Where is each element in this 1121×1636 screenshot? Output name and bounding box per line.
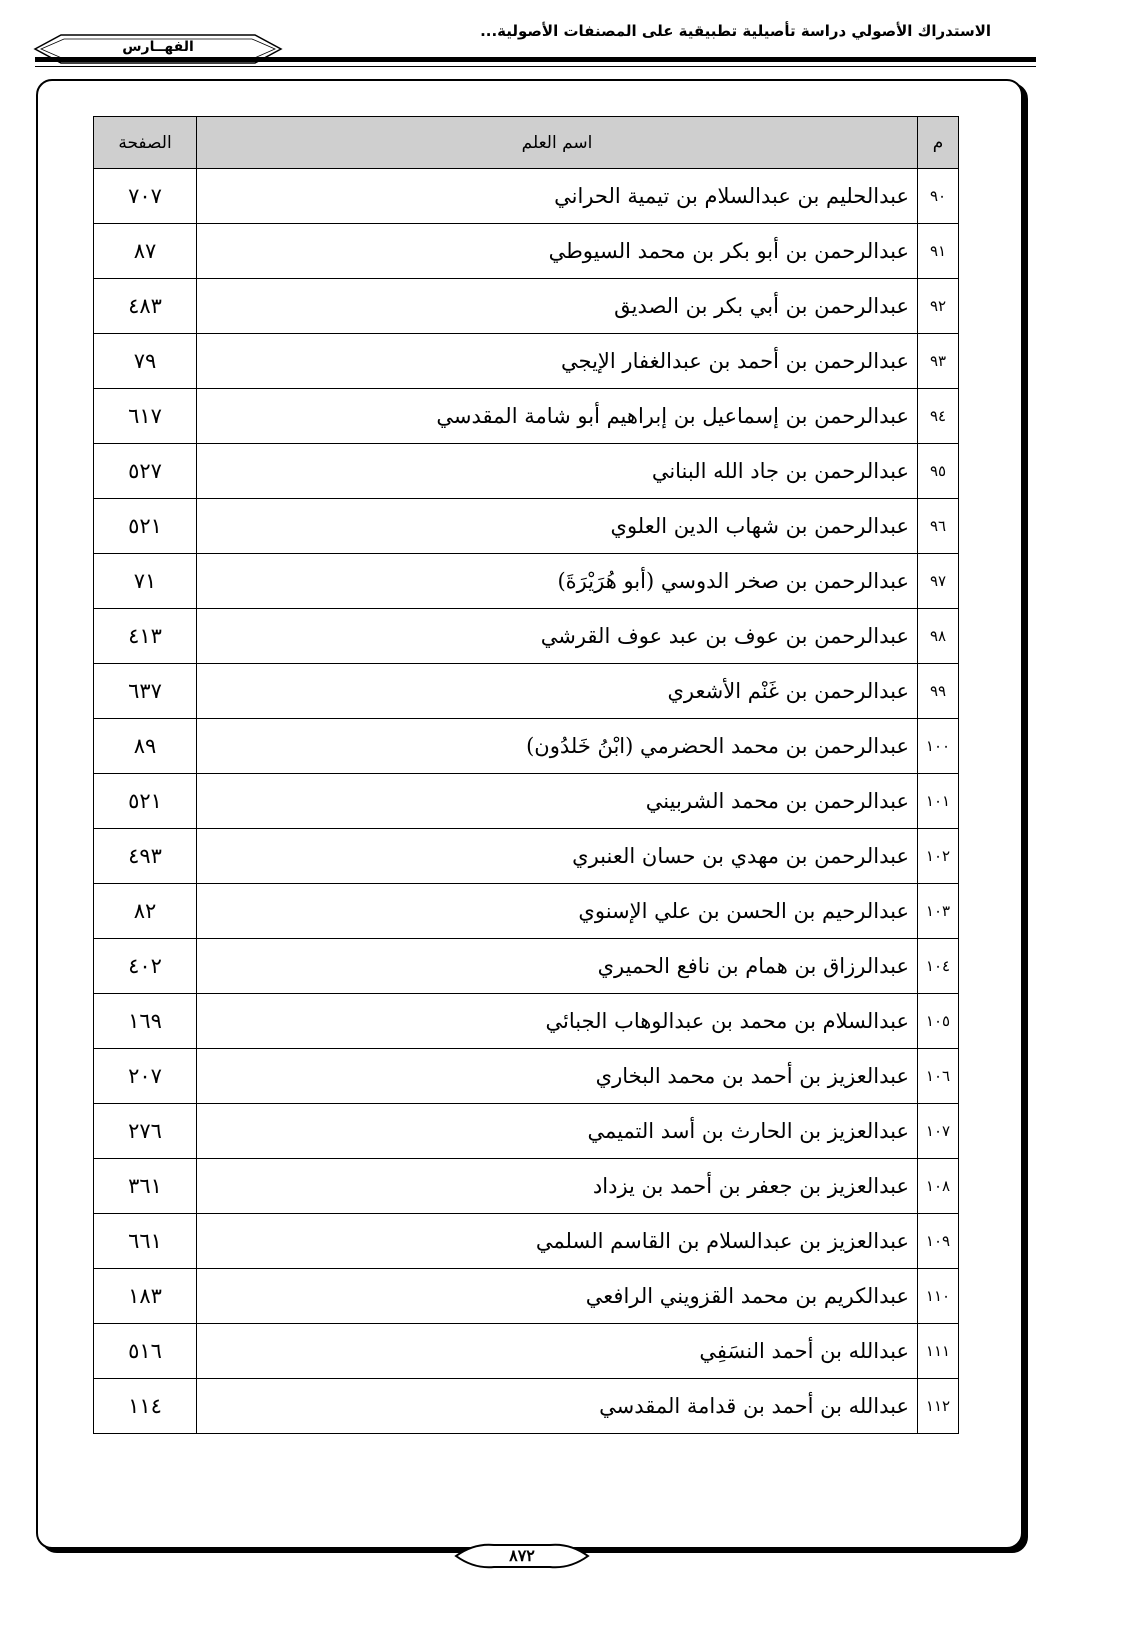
row-page: ٧٩: [94, 334, 197, 389]
row-number: ٩٤: [918, 389, 959, 444]
row-name: عبدالسلام بن محمد بن عبدالوهاب الجبائي: [197, 994, 918, 1049]
table-row: [94, 664, 959, 719]
running-header-title: الاستدراك الأصولي دراسة تأصيلية تطبيقية على المصنفات الأصولية...: [480, 22, 991, 40]
header-name: اسم العلم: [197, 117, 918, 169]
row-name: عبدالله بن أحمد بن قدامة المقدسي: [197, 1379, 918, 1434]
row-page: ٤١٣: [94, 609, 197, 664]
row-number: ١٠٢: [918, 829, 959, 884]
row-name: عبدالحليم بن عبدالسلام بن تيمية الحراني: [197, 169, 918, 224]
row-number: ٩٩: [918, 664, 959, 719]
table-row: [94, 444, 959, 499]
row-number: ١١٠: [918, 1269, 959, 1324]
row-name: عبدالرحمن بن جاد الله البناني: [197, 444, 918, 499]
row-name: عبدالكريم بن محمد القزويني الرافعي: [197, 1269, 918, 1324]
row-name: عبدالرزاق بن همام بن نافع الحميري: [197, 939, 918, 994]
row-page: ٦١٧: [94, 389, 197, 444]
row-name: عبدالرحمن بن شهاب الدين العلوي: [197, 499, 918, 554]
row-page: ٥٢٧: [94, 444, 197, 499]
row-page: ٤٠٢: [94, 939, 197, 994]
row-page: ١١٤: [94, 1379, 197, 1434]
table-row: [94, 169, 959, 224]
row-name: عبدالعزيز بن الحارث بن أسد التميمي: [197, 1104, 918, 1159]
row-name: عبدالرحمن بن إسماعيل بن إبراهيم أبو شامة المقدسي: [197, 389, 918, 444]
table-row: [94, 389, 959, 444]
row-page: ٧١: [94, 554, 197, 609]
row-number: ٩٨: [918, 609, 959, 664]
row-page: ٨٢: [94, 884, 197, 939]
table-row: [94, 609, 959, 664]
table-header-row: [94, 117, 959, 169]
table-row: [94, 774, 959, 829]
row-number: ١٠٦: [918, 1049, 959, 1104]
section-tab-label: الفهــارس: [122, 39, 194, 55]
row-number: ٩٢: [918, 279, 959, 334]
names-index-table: [93, 116, 959, 1434]
row-number: ١٠١: [918, 774, 959, 829]
row-number: ١٠٨: [918, 1159, 959, 1214]
row-name: عبدالرحمن بن مهدي بن حسان العنبري: [197, 829, 918, 884]
table-row: [94, 224, 959, 279]
row-number: ١٠٠: [918, 719, 959, 774]
row-number: ١٠٧: [918, 1104, 959, 1159]
row-page: ٢٠٧: [94, 1049, 197, 1104]
row-name: عبدالرحيم بن الحسن بن علي الإسنوي: [197, 884, 918, 939]
row-name: عبدالرحمن بن صخر الدوسي (أبو هُرَيْرَةَ): [197, 554, 918, 609]
header-rule-thin: [35, 66, 1036, 67]
row-number: ١١٢: [918, 1379, 959, 1434]
row-name: عبدالرحمن بن غَنْم الأشعري: [197, 664, 918, 719]
row-page: ٤٩٣: [94, 829, 197, 884]
row-page: ٢٧٦: [94, 1104, 197, 1159]
row-name: عبدالرحمن بن أبي بكر بن الصديق: [197, 279, 918, 334]
row-number: ٩١: [918, 224, 959, 279]
table-row: [94, 554, 959, 609]
header-rule: [35, 57, 1036, 62]
row-number: ٩٣: [918, 334, 959, 389]
row-page: ١٨٣: [94, 1269, 197, 1324]
table-row: [94, 1214, 959, 1269]
row-name: عبدالله بن أحمد النسَفِي: [197, 1324, 918, 1379]
row-page: ٤٨٣: [94, 279, 197, 334]
row-page: ٣٦١: [94, 1159, 197, 1214]
row-number: ١٠٣: [918, 884, 959, 939]
table-row: [94, 1049, 959, 1104]
row-page: ٥١٦: [94, 1324, 197, 1379]
row-name: عبدالعزيز بن جعفر بن أحمد بن يزداد: [197, 1159, 918, 1214]
row-number: ٩٧: [918, 554, 959, 609]
table-row: [94, 499, 959, 554]
table-row: [94, 884, 959, 939]
row-name: عبدالرحمن بن محمد الحضرمي (ابْنُ خَلدُون): [197, 719, 918, 774]
row-page: ٧٠٧: [94, 169, 197, 224]
row-number: ٩٠: [918, 169, 959, 224]
row-number: ١١١: [918, 1324, 959, 1379]
row-name: عبدالرحمن بن محمد الشربيني: [197, 774, 918, 829]
row-page: ١٦٩: [94, 994, 197, 1049]
table-row: [94, 1159, 959, 1214]
row-name: عبدالرحمن بن عوف بن عبد عوف القرشي: [197, 609, 918, 664]
table-row: [94, 829, 959, 884]
table-row: [94, 1379, 959, 1434]
row-name: عبدالعزيز بن أحمد بن محمد البخاري: [197, 1049, 918, 1104]
row-page: ٦٣٧: [94, 664, 197, 719]
row-number: ٩٥: [918, 444, 959, 499]
table-row: [94, 994, 959, 1049]
row-name: عبدالرحمن بن أبو بكر بن محمد السيوطي: [197, 224, 918, 279]
page-number: ٨٧٢: [509, 1546, 535, 1565]
row-page: ٨٧: [94, 224, 197, 279]
row-page: ٦٦١: [94, 1214, 197, 1269]
row-number: ٩٦: [918, 499, 959, 554]
table-row: [94, 1104, 959, 1159]
table-row: [94, 939, 959, 994]
table-row: [94, 1324, 959, 1379]
row-number: ١٠٩: [918, 1214, 959, 1269]
row-number: ١٠٥: [918, 994, 959, 1049]
row-page: ٥٢١: [94, 499, 197, 554]
header-number: م: [918, 117, 959, 169]
row-page: ٥٢١: [94, 774, 197, 829]
row-number: ١٠٤: [918, 939, 959, 994]
row-page: ٨٩: [94, 719, 197, 774]
table-row: [94, 279, 959, 334]
header-page: الصفحة: [94, 117, 197, 169]
table-row: [94, 1269, 959, 1324]
row-name: عبدالرحمن بن أحمد بن عبدالغفار الإيجي: [197, 334, 918, 389]
table-row: [94, 719, 959, 774]
row-name: عبدالعزيز بن عبدالسلام بن القاسم السلمي: [197, 1214, 918, 1269]
table-row: [94, 334, 959, 389]
